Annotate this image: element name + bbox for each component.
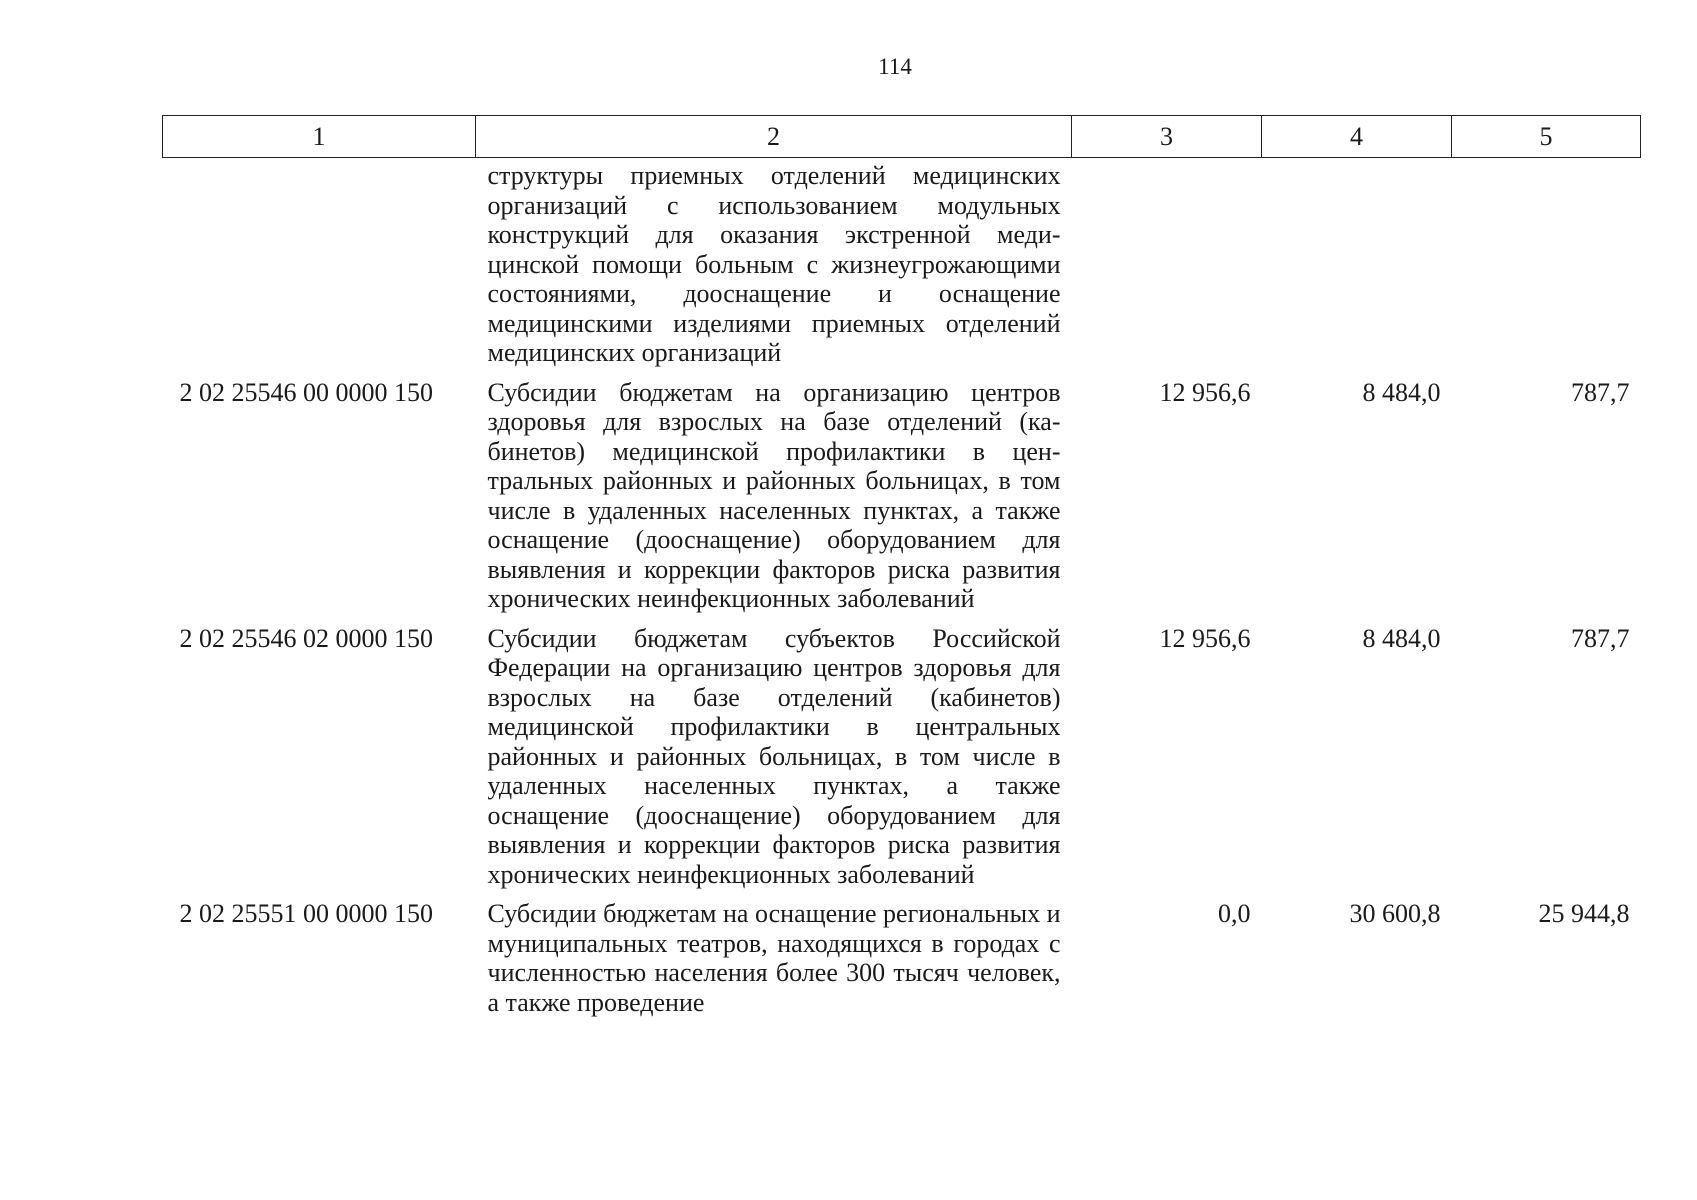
cell-code [163, 158, 476, 368]
table-row [163, 614, 1641, 890]
cell-code: 2 02 25546 00 0000 150 [179, 377, 433, 407]
cell-col4: 30 600,8 [1349, 899, 1441, 928]
cell-code: 2 02 25546 02 0000 150 [179, 623, 433, 653]
header-col-3: 3 [1072, 116, 1262, 158]
cell-description: структуры приемных отделений медицинских организаций с использованием модульных конструкций для оказания экстренной медицинской помощи больным с жизнеугрожающими состояниями, дооснащение и оснащение медицинскими изделиями приемных отделений медицинских организаций [487, 161, 1061, 367]
cell-col5: 25 944,8 [1538, 899, 1630, 928]
table-header-row [163, 116, 1641, 158]
table-row [163, 368, 1641, 614]
cell-col4: 8 484,0 [1362, 623, 1441, 653]
cell-col3: 12 956,6 [1159, 623, 1251, 653]
cell-col3: 0,0 [1218, 899, 1251, 928]
cell-col3: 12 956,6 [1159, 377, 1251, 407]
cell-code: 2 02 25551 00 0000 150 [179, 899, 433, 928]
cell-col5: 787,7 [1571, 377, 1630, 407]
table-row-continuation [163, 158, 1641, 368]
cell-col3 [1072, 158, 1262, 368]
header-col-5: 5 [1452, 116, 1641, 158]
header-col-1: 1 [163, 116, 476, 158]
header-col-2: 2 [476, 116, 1072, 158]
cell-description: Субсидии бюджетам субъектов Российской Федерации на организацию центров здоровья для взрослых на базе отделений (кабинетов) медицинской профилактики в центральных районных и районных больницах, в том числе в удаленных населенных пунктах, а также оснащение (дооснащение) оборудованием для выявления и коррекции факторов риска развития хронических неинфекционных заболеваний [487, 623, 1061, 889]
header-col-4: 4 [1262, 116, 1452, 158]
budget-table [162, 115, 1641, 1017]
table-row [163, 889, 1641, 1017]
cell-col5 [1452, 158, 1641, 368]
page-number: 114 [878, 54, 912, 79]
cell-description: Субсидии бюджетам на организацию центров здоровья для взрослых на базе отделений (кабинетов) медицинской профилактики в центральных районных и районных больницах, в том числе в удаленных населенных пунктах, а также оснащение (дооснащение) оборудованием для выявления и коррекции факторов риска развития хронических неинфекционных заболеваний [487, 377, 1061, 613]
cell-col4 [1262, 158, 1452, 368]
cell-description: Субсидии бюджетам на оснащение региональных и муниципальных театров, находящихся в городах с численностью населения более 300 тысяч человек, а также проведение [487, 899, 1061, 1017]
cell-col5: 787,7 [1571, 623, 1630, 653]
cell-col4: 8 484,0 [1362, 377, 1441, 407]
